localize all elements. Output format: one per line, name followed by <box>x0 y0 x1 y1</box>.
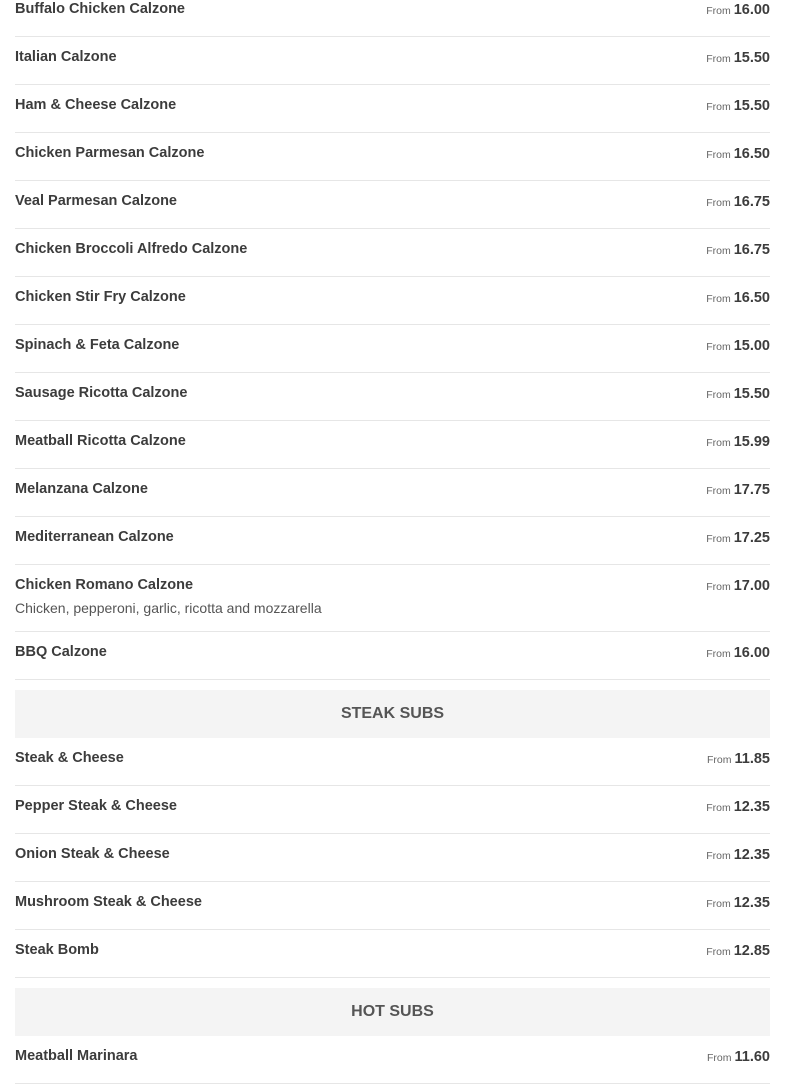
menu-item-bbq-calzone[interactable] <box>15 632 770 680</box>
price-value: 15.99 <box>733 434 770 450</box>
price-from-label: From <box>706 53 731 65</box>
menu-item-name: Steak & Cheese <box>15 750 124 766</box>
price-from-label: From <box>706 5 731 17</box>
menu-item-name: Spinach & Feta Calzone <box>15 337 180 353</box>
menu-item-name: Mediterranean Calzone <box>15 529 174 545</box>
price-from-label: From <box>706 245 731 257</box>
price-from-label: From <box>706 485 731 497</box>
price-from-label: From <box>707 754 732 766</box>
price-from-label: From <box>707 1052 732 1064</box>
menu-item-name: Onion Steak & Cheese <box>15 846 170 862</box>
menu-item-price <box>706 643 770 664</box>
menu-item-mediterranean-calzone[interactable] <box>15 517 770 565</box>
menu-item-price <box>706 576 770 597</box>
price-from-label: From <box>706 850 731 862</box>
menu-item-name: Mushroom Steak & Cheese <box>15 894 202 910</box>
menu-item-name: Sausage Ricotta Calzone <box>15 385 188 401</box>
price-value: 16.50 <box>733 290 770 306</box>
menu-item-name: Buffalo Chicken Calzone <box>15 1 185 17</box>
price-value: 17.75 <box>733 482 770 498</box>
price-value: 12.85 <box>733 943 770 959</box>
price-value: 11.60 <box>734 1049 770 1065</box>
menu-item-price <box>706 432 770 453</box>
menu-item-name: Ham & Cheese Calzone <box>15 97 177 113</box>
price-from-label: From <box>706 648 731 660</box>
price-value: 16.00 <box>733 645 770 661</box>
menu-item-name: Meatball Ricotta Calzone <box>15 433 186 449</box>
price-value: 12.35 <box>733 799 770 815</box>
price-value: 16.50 <box>733 146 770 162</box>
menu-item-description: Chicken, pepperoni, garlic, ricotta and mozzarella <box>15 600 322 616</box>
menu-item-sausage-ricotta-calzone[interactable] <box>15 373 770 421</box>
menu-item-name: Steak Bomb <box>15 942 99 958</box>
menu-item-price <box>707 1047 770 1068</box>
menu-item-chicken-stir-fry-calzone[interactable] <box>15 277 770 325</box>
menu-item-steak-bomb[interactable] <box>15 930 770 978</box>
menu-item-melanzana-calzone[interactable] <box>15 469 770 517</box>
menu-item-ham-and-cheese-calzone[interactable] <box>15 85 770 133</box>
menu-item-meatball-ricotta-calzone[interactable] <box>15 421 770 469</box>
menu-item-name: Chicken Broccoli Alfredo Calzone <box>15 241 248 257</box>
menu-item-name: Chicken Stir Fry Calzone <box>15 289 186 305</box>
price-value: 15.50 <box>733 50 770 66</box>
menu-item-price <box>706 384 770 405</box>
menu-item-steak-and-cheese[interactable] <box>15 738 770 786</box>
price-value: 16.75 <box>733 194 770 210</box>
menu-item-name: Meatball Marinara <box>15 1048 138 1064</box>
section-header-steak-subs: STEAK SUBS <box>15 690 770 738</box>
menu-item-price <box>706 336 770 357</box>
price-from-label: From <box>706 802 731 814</box>
menu-item-price <box>706 48 770 69</box>
menu-item-name: Chicken Parmesan Calzone <box>15 145 205 161</box>
price-from-label: From <box>706 581 731 593</box>
menu-item-price <box>706 797 770 818</box>
price-from-label: From <box>706 946 731 958</box>
price-value: 16.00 <box>733 2 770 18</box>
price-from-label: From <box>706 389 731 401</box>
menu-item-chicken-parmesan-calzone[interactable] <box>15 133 770 181</box>
menu-item-spinach-and-feta-calzone[interactable] <box>15 325 770 373</box>
menu-item-price <box>706 893 770 914</box>
menu-list <box>15 0 770 1084</box>
menu-item-pepper-steak-and-cheese[interactable] <box>15 786 770 834</box>
menu-item-price <box>706 96 770 117</box>
section-header-hot-subs: HOT SUBS <box>15 988 770 1036</box>
menu-item-buffalo-chicken-calzone[interactable] <box>15 0 770 37</box>
menu-item-chicken-broccoli-alfredo-calzone[interactable] <box>15 229 770 277</box>
price-from-label: From <box>706 101 731 113</box>
menu-item-price <box>706 941 770 962</box>
price-value: 17.00 <box>733 578 770 594</box>
menu-item-price <box>706 845 770 866</box>
price-from-label: From <box>706 341 731 353</box>
menu-item-veal-parmesan-calzone[interactable] <box>15 181 770 229</box>
menu-item-price <box>706 528 770 549</box>
price-from-label: From <box>706 293 731 305</box>
menu-item-chicken-romano-calzone[interactable] <box>15 565 770 632</box>
menu-item-price <box>706 0 770 21</box>
price-value: 15.50 <box>733 98 770 114</box>
menu-item-name: Melanzana Calzone <box>15 481 148 497</box>
price-from-label: From <box>706 533 731 545</box>
menu-item-price <box>706 288 770 309</box>
menu-item-meatball-marinara[interactable] <box>15 1036 770 1084</box>
menu-item-name: Italian Calzone <box>15 49 117 65</box>
price-value: 12.35 <box>733 895 770 911</box>
menu-item-price <box>706 480 770 501</box>
menu-item-name: Chicken Romano Calzone <box>15 577 194 593</box>
menu-item-price <box>706 192 770 213</box>
price-value: 17.25 <box>733 530 770 546</box>
menu-item-mushroom-steak-and-cheese[interactable] <box>15 882 770 930</box>
price-value: 11.85 <box>734 751 770 767</box>
menu-item-name: BBQ Calzone <box>15 644 107 660</box>
menu-item-name: Pepper Steak & Cheese <box>15 798 177 814</box>
price-value: 15.00 <box>733 338 770 354</box>
menu-item-price <box>706 144 770 165</box>
menu-item-price <box>707 749 770 770</box>
menu-item-price <box>706 240 770 261</box>
price-value: 15.50 <box>733 386 770 402</box>
menu-item-onion-steak-and-cheese[interactable] <box>15 834 770 882</box>
price-from-label: From <box>706 437 731 449</box>
price-from-label: From <box>706 149 731 161</box>
price-value: 12.35 <box>733 847 770 863</box>
price-value: 16.75 <box>733 242 770 258</box>
price-from-label: From <box>706 197 731 209</box>
price-from-label: From <box>706 898 731 910</box>
menu-item-italian-calzone[interactable] <box>15 37 770 85</box>
menu-item-name: Veal Parmesan Calzone <box>15 193 177 209</box>
